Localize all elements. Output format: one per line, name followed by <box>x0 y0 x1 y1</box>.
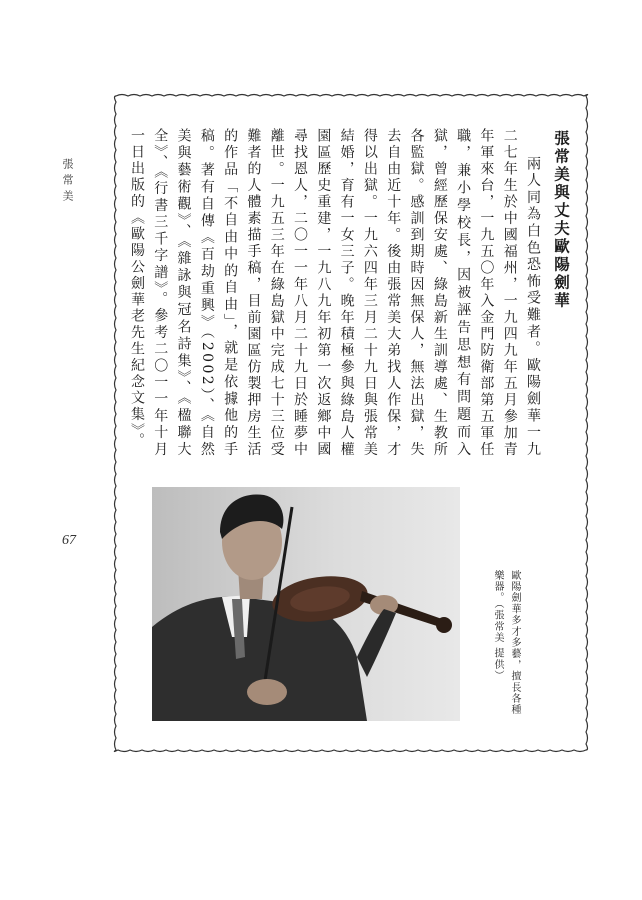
article-body: 兩人同為白色恐怖受難者。歐陽劍華一九二七年生於中國福州，一九四九年五月參加青年軍來台，一九五〇年入金門防衛部第五軍任職，兼小學校長，因被誣告思想有問題而入獄，曾經歷保安處、綠島新生訓導處、生教所各監獄。感訓到期時因無保人，無法出獄，失去自由近十年。後由張常美大弟找人作保，才得以出獄。一九六四年三月二十九日與張常美結婚，育有一女三子。晚年積極參與綠島人權園區歷史重建，一九八九年初第一次返鄉中國尋找恩人，二〇一一年八月二十九日於睡夢中離世。一九五三年在綠島獄中完成七十三位受難者的人體素描手稿，目前園區仿製押房生活的作品「不自由中的自由」，就是依據他的手稿。著有自傳《百劫重興》（2002）、《自然美與藝術觀》、《雜詠與冠名詩集》、《楹聯大全》、《行書三千字譜》。參考二〇一一年十月一日出版的《歐陽公劍華老先生紀念文集》。 <box>128 128 541 458</box>
running-head: 張常美 <box>61 158 74 206</box>
violinist-photo <box>152 487 460 721</box>
article-title: 張常美與丈夫歐陽劍華 <box>552 130 571 310</box>
photo-caption: 歐陽劍華多才多藝，擅長各種樂器。（張常美 提供） <box>492 570 520 716</box>
page-number: 67 <box>62 533 76 548</box>
article-text <box>128 128 574 458</box>
